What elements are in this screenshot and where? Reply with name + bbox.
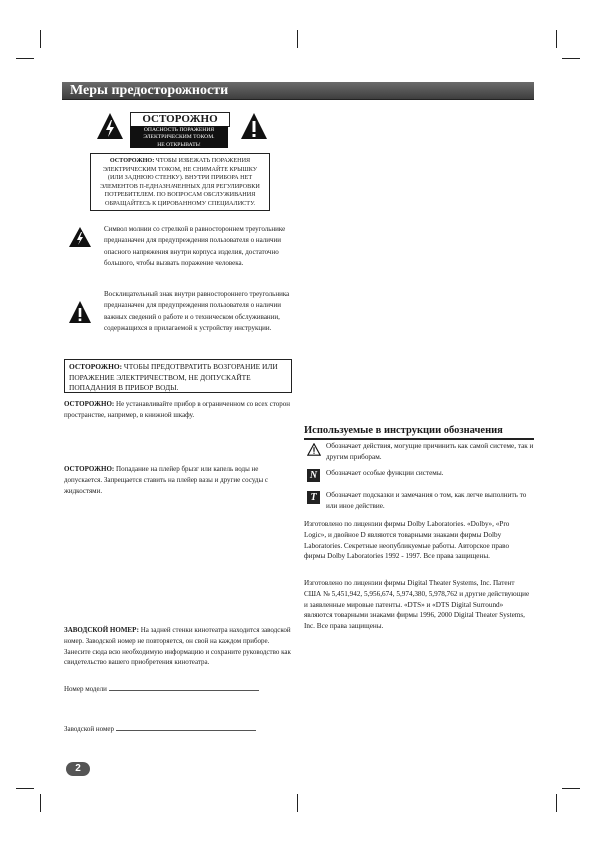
notation-item-text: Обозначает действия, могущие причинить как самой системе, так и другим приборам.	[326, 442, 534, 461]
exclamation-warning-icon	[240, 112, 268, 140]
warning-subtitle-line: НЕ ОТКРЫВАТЬ!	[157, 141, 201, 148]
warning-box-text: ЧТОБЫ ИЗБЕЖАТЬ ПОРАЖЕНИЯ ЭЛЕКТРИЧЕСКИМ ТОКОМ, НЕ СНИМАЙТЕ КРЫШКУ (ИЛИ ЗАДНЮЮ СТЕНКУ). ВНУТРИ ПРИБОРА НЕТ ЭЛЕМЕНТОВ П-ЕДНАЗНАЧЕННЫХ ДЛЯ РЕГУЛИРОВКИ ПОТРЕБИТЕЛЕМ. ПО ВОПРОСАМ ОБСЛУЖИВАНИЯ ОБРАЩАЙТЕСЬ К ЦИРОВАННОМУ СПЕЦИАЛИСТУ.	[100, 157, 260, 207]
tip-note-icon: T	[307, 491, 320, 504]
caution-splash-paragraph	[64, 464, 294, 496]
lightning-symbol-text: Символ молнии со стрелкой в равностороннем треугольнике предназначен для предупреждения пользователя о наличии опасного напряжения внутри корпуса изделия, достаточно большого, чтобы вызвать поражение человека.	[104, 225, 286, 268]
notation-item-text: Обозначает подсказки и замечания о том, как легче выполнить то или иное действие.	[326, 491, 527, 510]
section-header-bar	[62, 82, 534, 100]
notation-heading: Используемые в инструкции обозначения	[304, 424, 534, 440]
special-function-icon: N	[307, 469, 320, 482]
serial-number-line[interactable]	[116, 722, 256, 731]
crop-mark	[40, 794, 41, 812]
warning-box-label: ОСТОРОЖНО:	[109, 157, 155, 164]
notation-item-text: Обозначает особые функции системы.	[326, 469, 444, 477]
page-number-badge: 2	[66, 762, 90, 776]
caution-fire-text: ЧТОБЫ ПРЕДОТВРАТИТЬ ВОЗГОРАНИЕ ИЛИ ПОРАЖЕНИЕ ЭЛЕКТРИЧЕСТВОМ, НЕ ДОПУСКАЙТЕ ПОПАДАНИЯ В ПРИБОР ВОДЫ.	[69, 362, 278, 392]
exclamation-symbol-text: Восклицательный знак внутри равностороннего треугольника предназначен для предупреждения пользователя о наличии важных сведений о работе и о техническом обслуживании, содержащихся в прилагаемой к устройству инструкции.	[104, 290, 290, 333]
caution-fire-box	[64, 359, 292, 393]
model-number-label: Номер модели	[64, 685, 107, 693]
warning-subtitle-line: ЭЛЕКТРИЧЕСКИМ ТОКОМ.	[143, 134, 215, 141]
warning-title: ОСТОРОЖНО	[130, 112, 230, 127]
caution-splash-text: Попадание на плейер брызг или капель воды не допускается. Запрещается ставить на плейер вазы и другие сосуды с жидкостями.	[64, 465, 269, 495]
serial-number-field	[64, 722, 294, 735]
model-number-field	[64, 682, 294, 695]
warning-text-box	[90, 153, 270, 211]
crop-mark	[297, 794, 298, 812]
crop-mark	[556, 794, 557, 812]
exclamation-symbol-icon	[68, 300, 92, 324]
crop-mark	[562, 788, 580, 789]
warning-subtitle-line: ОПАСНОСТЬ ПОРАЖЕНИЯ	[143, 127, 215, 133]
crop-mark	[562, 58, 580, 59]
crop-mark	[556, 30, 557, 48]
caution-space-text: Не устанавливайте прибор в ограниченном со всех сторон пространстве, например, в книжной шкафу.	[64, 400, 290, 419]
dts-license-text: Изготовлено по лицензии фирмы Digital Theater Systems, Inc. Патент США № 5,451,942, 5,956,674, 5,974,380, 5,978,762 и другие действующие и заявленные мировые патенты. «DTS» и «DTS Digital Surround» являются товарными знаками фирмы 1996, 2000 Digital Theater Systems, Inc. Все права защищены.	[304, 579, 530, 631]
crop-mark	[16, 58, 34, 59]
page-title: Меры предосторожности	[70, 83, 229, 98]
serial-number-label: Заводской номер	[64, 725, 115, 733]
crop-mark	[16, 788, 34, 789]
model-number-line[interactable]	[109, 682, 259, 691]
serial-label: ЗАВОДСКОЙ НОМЕР:	[64, 626, 139, 634]
crop-mark	[297, 30, 298, 48]
caution-splash-label: ОСТОРОЖНО:	[64, 465, 115, 473]
lightning-symbol-icon	[68, 226, 92, 248]
serial-text: На задней стенки кинотеатра находится заводской номер. Заводской номер не повторяется, он свой на каждом приборе. Занесите сюда всю необходимую информацию и сохраните руководство как свидетельство вашего приобретения кинотеатра.	[64, 626, 291, 667]
serial-paragraph	[64, 625, 294, 668]
dolby-license-text: Изготовлено по лицензии фирмы Dolby Laboratories. «Dolby», «Pro Logic», и двойное D являются товарными знаками фирмы Dolby Laboratories. Секретные неопубликуемые работы. Авторское право фирмы Dolby Laboratories 1992 - 1997. Все права защищены.	[304, 520, 510, 561]
caution-space-label: ОСТОРОЖНО:	[64, 400, 115, 408]
caution-space-paragraph	[64, 399, 294, 421]
warning-triangle-icon	[307, 443, 321, 456]
lightning-warning-icon	[96, 112, 124, 140]
warning-subtitle	[130, 126, 228, 148]
caution-fire-label: ОСТОРОЖНО:	[69, 362, 123, 371]
crop-mark	[40, 30, 41, 48]
